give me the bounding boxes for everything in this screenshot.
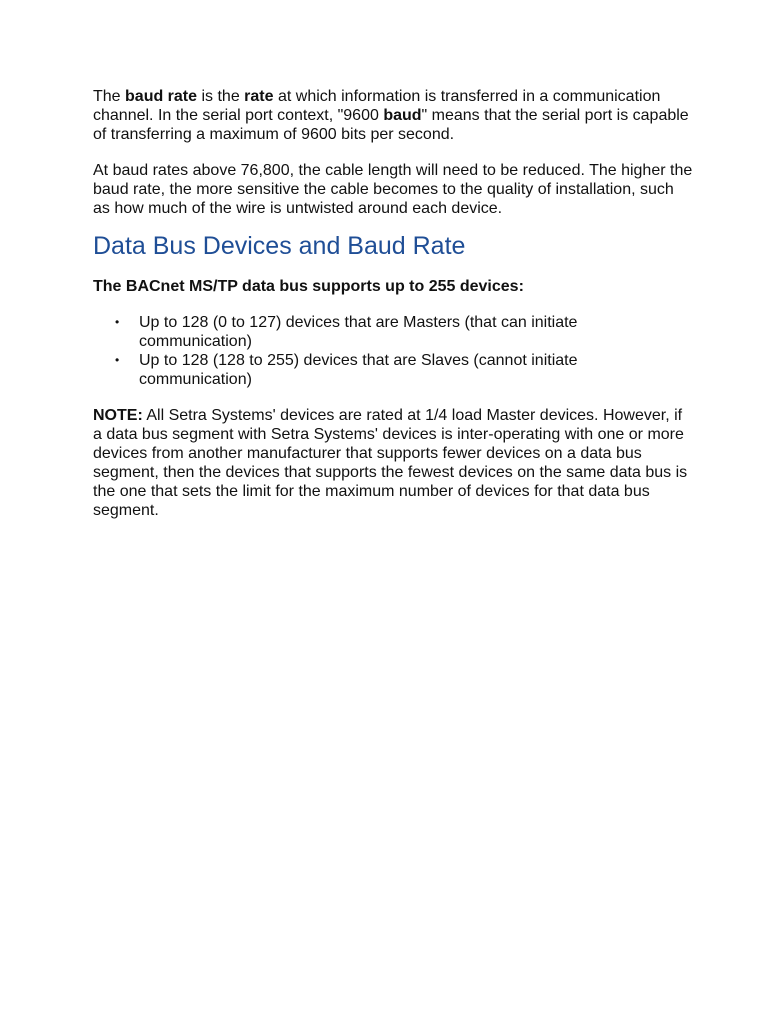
bullet-icon: • xyxy=(115,315,120,329)
device-list xyxy=(93,313,693,389)
bold-term-rate: rate xyxy=(244,88,274,105)
section-heading: Data Bus Devices and Baud Rate xyxy=(93,232,466,260)
cable-length-paragraph: At baud rates above 76,800, the cable length will need to be reduced. The higher the baud rate, the more sensitive the cable becomes to the quality of installation, such as how much of the wire is untwisted around each device. xyxy=(93,162,693,217)
text-segment: at which information is transferred in a communication channel. In the serial port context, "9600 xyxy=(93,88,661,124)
text-segment: is the xyxy=(197,88,245,105)
note-paragraph xyxy=(93,406,693,520)
text-segment: The xyxy=(93,88,126,105)
list-item-text: Up to 128 (0 to 127) devices that are Masters (that can initiate communication) xyxy=(139,314,578,350)
bold-term-baud: baud xyxy=(383,107,422,124)
list-item xyxy=(93,313,693,351)
bold-term-baud-rate: baud rate xyxy=(125,88,198,105)
baud-rate-definition-paragraph xyxy=(93,87,693,144)
text-segment: " means that the serial port is capable of transferring a maximum of 9600 bits per second. xyxy=(93,107,689,143)
document-page xyxy=(93,87,693,520)
bullet-icon: • xyxy=(115,353,120,367)
note-label: NOTE: xyxy=(93,407,143,424)
list-item xyxy=(93,351,693,389)
note-text: All Setra Systems' devices are rated at 1/4 load Master devices. However, if a data bus segment with Setra Systems' devices is inter-operating with one or more devices from another manufacturer that supports fewer devices on a data bus segment, then the devices that supports the fewest devices on the same data bus is the one that sets the limit for the maximum number of devices for that data bus segment. xyxy=(93,407,688,519)
list-item-text: Up to 128 (128 to 255) devices that are Slaves (cannot initiate communication) xyxy=(139,352,578,388)
section-lead: The BACnet MS/TP data bus supports up to 255 devices: xyxy=(93,278,524,295)
